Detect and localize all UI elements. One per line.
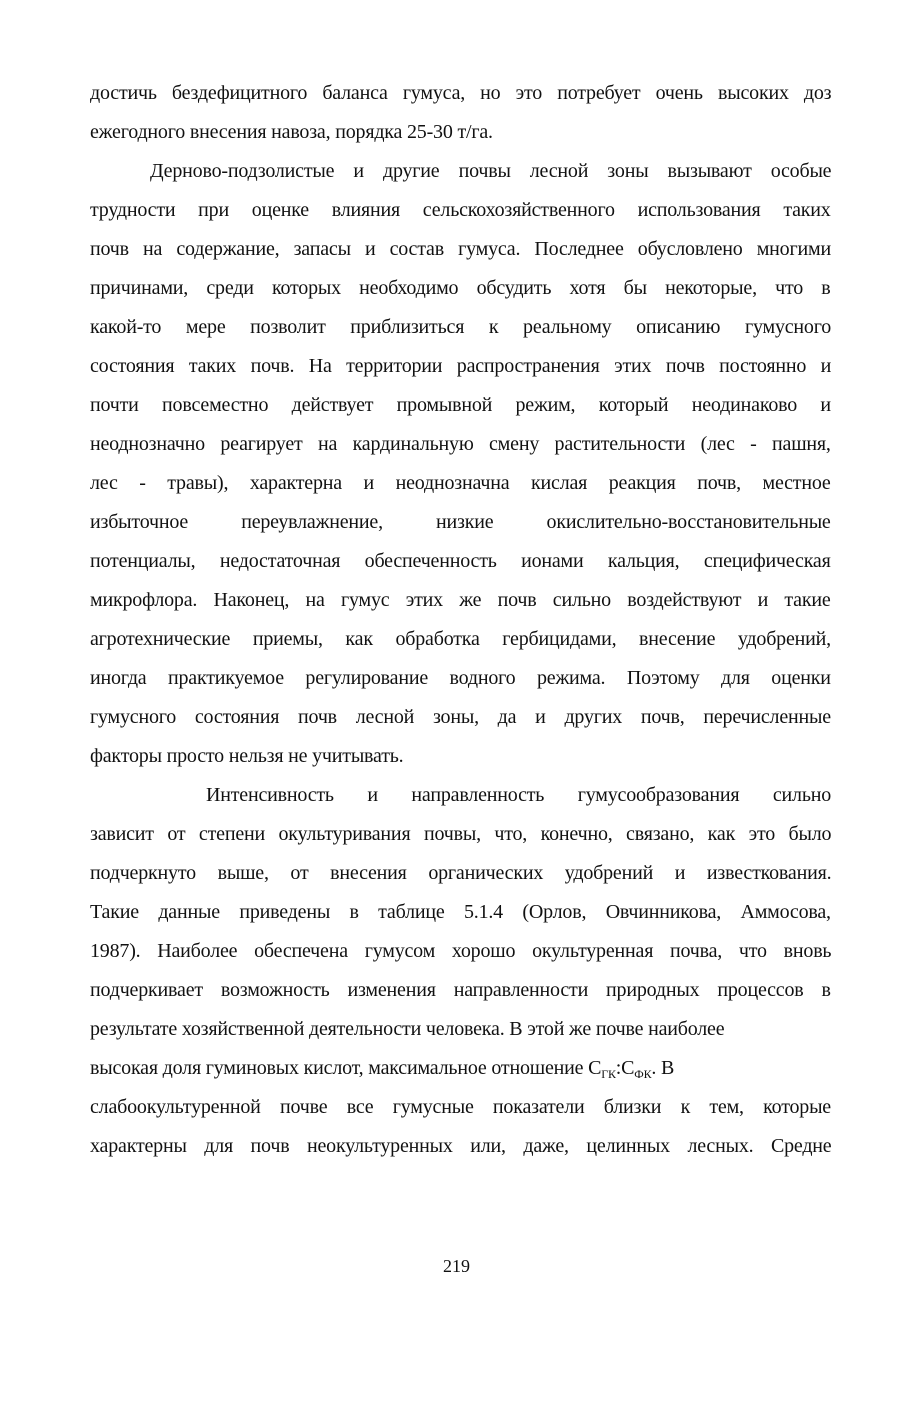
line-text: результате хозяйственной деятельности человека. В этой же почве наиболее	[90, 1018, 725, 1040]
text-line	[90, 620, 831, 659]
text-line	[90, 893, 831, 932]
text-line	[90, 269, 831, 308]
line-text: 1987). Наиболее обеспечена гумусом хорошо окультуренная почва, что вновь	[90, 940, 832, 962]
text-line	[90, 308, 831, 347]
text-line	[90, 191, 831, 230]
text-line	[90, 659, 831, 698]
text-line	[90, 113, 831, 152]
line-text: характерны для почв неокультуренных или, даже, целинных лесных. Средне	[90, 1135, 832, 1157]
text-line	[90, 1127, 831, 1166]
paragraph-1	[90, 74, 831, 152]
text-line	[90, 1010, 831, 1049]
text-line	[90, 386, 831, 425]
line-text: трудности при оценке влияния сельскохозяйственного использования таких	[90, 199, 831, 221]
line-text: избыточное переувлажнение, низкие окислительно-восстановительные	[90, 511, 831, 533]
formula-line	[90, 1049, 831, 1088]
line-text: Дерново-подзолистые и другие почвы лесной зоны вызывают особые	[150, 160, 832, 182]
line-text: лес - травы), характерна и неоднозначна кислая реакция почв, местное	[90, 472, 831, 494]
text-line	[90, 815, 831, 854]
text-line	[90, 581, 831, 620]
line-text: почв на содержание, запасы и состав гумуса. Последнее обусловлено многими	[90, 238, 831, 260]
line-text: Интенсивность и направленность гумусообразования сильно	[206, 784, 832, 806]
line-text: какой-то мере позволит приблизиться к реальному описанию гумусного	[90, 316, 832, 338]
text-line	[90, 542, 831, 581]
line-text: Такие данные приведены в таблице 5.1.4 (Орлов, Овчинникова, Аммосова,	[90, 901, 831, 923]
line-text: факторы просто нельзя не учитывать.	[90, 745, 404, 767]
paragraph-2	[90, 152, 831, 776]
text-line	[90, 698, 831, 737]
text-line	[90, 347, 831, 386]
text-line	[90, 425, 831, 464]
formula-line-text: высокая доля гуминовых кислот, максимальное отношение $С_{ГК}:С_{ФК}$. В	[90, 1057, 675, 1081]
text-line	[90, 230, 831, 269]
line-text: гумусного состояния почв лесной зоны, да и других почв, перечисленные	[90, 706, 831, 728]
text-line	[90, 503, 831, 542]
line-text: зависит от степени окультуривания почвы, что, конечно, связано, как это было	[90, 823, 832, 845]
subscript-gk: ГК	[601, 1067, 616, 1081]
line-text: ежегодного внесения навоза, порядка 25-30 т/га.	[90, 121, 493, 143]
line-text: агротехнические приемы, как обработка гербицидами, внесение удобрений,	[90, 628, 831, 650]
subscript-fk: ФК	[634, 1067, 652, 1081]
text-line	[90, 74, 831, 113]
paragraph-3-end	[90, 1088, 831, 1166]
page-number: 219	[443, 1256, 470, 1276]
line-text: достичь бездефицитного баланса гумуса, но это потребует очень высоких доз	[90, 82, 832, 104]
line-text: подчеркивает возможность изменения направленности природных процессов в	[90, 979, 831, 1001]
line-text: микрофлора. Наконец, на гумус этих же почв сильно воздействуют и такие	[90, 589, 831, 611]
line-text: причинами, среди которых необходимо обсудить хотя бы некоторые, что в	[90, 277, 831, 299]
text-line	[90, 464, 831, 503]
line-text: неоднозначно реагирует на кардинальную смену растительности (лес - пашня,	[90, 433, 831, 455]
line-text: подчеркнуто выше, от внесения органических удобрений и известкования.	[90, 862, 832, 884]
text-line	[90, 854, 831, 893]
text-line	[90, 1088, 831, 1127]
line-text: иногда практикуемое регулирование водного режима. Поэтому для оценки	[90, 667, 831, 689]
line-text: слабоокультуренной почве все гумусные показатели близки к тем, которые	[90, 1096, 831, 1118]
text-line	[90, 971, 831, 1010]
paragraph-3	[90, 776, 831, 1049]
text-line	[90, 776, 831, 815]
body-text	[90, 74, 831, 1166]
line-text: состояния таких почв. На территории распространения этих почв постоянно и	[90, 355, 832, 377]
text-line	[90, 737, 831, 776]
line-text: потенциалы, недостаточная обеспеченность ионами кальция, специфическая	[90, 550, 831, 572]
text-line	[90, 932, 831, 971]
text-line	[90, 152, 831, 191]
line-text: почти повсеместно действует промывной режим, который неодинаково и	[90, 394, 831, 416]
